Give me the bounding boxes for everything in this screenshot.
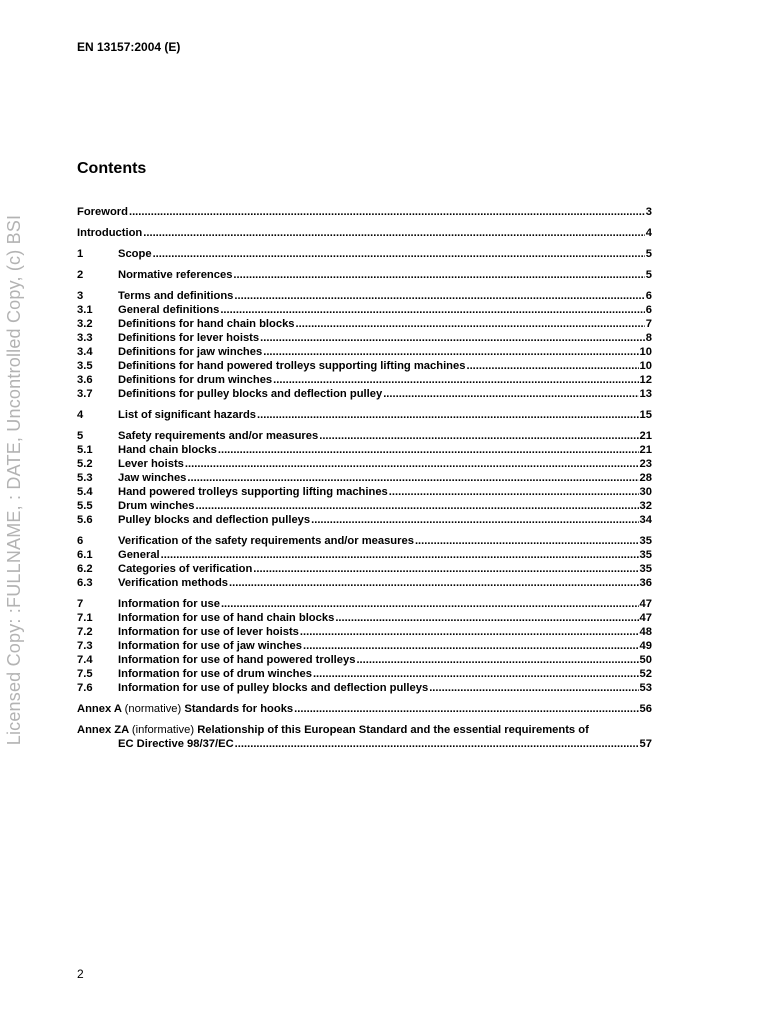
toc-entry-label: Lever hoists xyxy=(118,458,184,470)
toc-entry-label: Information for use of lever hoists xyxy=(118,626,299,638)
toc-entry-number: 7.1 xyxy=(77,612,93,624)
toc-entry-page: 50 xyxy=(639,654,652,666)
toc-entry-annex-a[interactable] xyxy=(77,702,652,716)
toc-entry-section-3-7[interactable] xyxy=(77,387,652,401)
toc-entry-label: Definitions for hand chain blocks xyxy=(118,318,295,330)
toc-entry-section-3-3[interactable] xyxy=(77,331,652,345)
document-header: EN 13157:2004 (E) xyxy=(77,40,181,54)
toc-entry-introduction[interactable] xyxy=(77,226,652,240)
toc-entry-number: 3.2 xyxy=(77,318,93,330)
toc-entry-number: 6.3 xyxy=(77,577,93,589)
toc-entry-number: 3.7 xyxy=(77,388,93,400)
toc-entry-page: 32 xyxy=(639,500,652,512)
toc-leader-dots xyxy=(263,345,638,359)
toc-entry-page: 35 xyxy=(639,563,652,575)
toc-entry-section-6-2[interactable] xyxy=(77,562,652,576)
toc-leader-dots xyxy=(195,499,638,513)
toc-entry-number: 5.1 xyxy=(77,444,93,456)
toc-entry-number: 3.1 xyxy=(77,304,93,316)
toc-leader-dots xyxy=(218,443,639,457)
toc-entry-label xyxy=(77,723,589,737)
toc-entry-label: Information for use of hand powered trolleys xyxy=(118,654,356,666)
toc-entry-number: 5 xyxy=(77,430,84,442)
toc-entry-page: 6 xyxy=(645,290,652,302)
toc-entry-label: Safety requirements and/or measures xyxy=(118,430,319,442)
toc-entry-number: 5.4 xyxy=(77,486,93,498)
toc-entry-section-2[interactable] xyxy=(77,268,652,282)
toc-entry-section-3[interactable] xyxy=(77,289,652,303)
toc-entry-section-5-3[interactable] xyxy=(77,471,652,485)
toc-entry-label: Definitions for lever hoists xyxy=(118,332,260,344)
toc-leader-dots xyxy=(356,653,638,667)
annex-qualifier: (informative) xyxy=(131,724,195,736)
toc-entry-section-3-2[interactable] xyxy=(77,317,652,331)
toc-entry-section-5-2[interactable] xyxy=(77,457,652,471)
toc-entry-label: Drum winches xyxy=(118,500,195,512)
toc-entry-page: 47 xyxy=(639,612,652,624)
toc-entry-section-7-2[interactable] xyxy=(77,625,652,639)
toc-leader-dots xyxy=(311,513,638,527)
toc-entry-number: 3.3 xyxy=(77,332,93,344)
toc-leader-dots xyxy=(383,387,638,401)
toc-entry-label: Definitions for pulley blocks and deflection pulley xyxy=(118,388,383,400)
toc-entry-number: 6.1 xyxy=(77,549,93,561)
toc-entry-page: 5 xyxy=(645,248,652,260)
toc-entry-page: 28 xyxy=(639,472,652,484)
toc-entry-section-3-6[interactable] xyxy=(77,373,652,387)
toc-leader-dots xyxy=(260,331,645,345)
toc-entry-label: Hand powered trolleys supporting lifting machines xyxy=(118,486,388,498)
toc-entry-label: Definitions for hand powered trolleys supporting lifting machines xyxy=(118,360,466,372)
toc-entry-page: 8 xyxy=(645,332,652,344)
toc-entry-section-5-5[interactable] xyxy=(77,499,652,513)
toc-entry-page: 10 xyxy=(639,360,652,372)
toc-entry-page: 34 xyxy=(639,514,652,526)
toc-leader-dots xyxy=(415,534,639,548)
license-watermark: Licensed Copy: :FULLNAME, : DATE, Uncontrolled Copy, (c) BSI xyxy=(4,214,24,746)
toc-entry-number: 7.5 xyxy=(77,668,93,680)
toc-entry-number: 5.3 xyxy=(77,472,93,484)
toc-leader-dots xyxy=(273,373,638,387)
toc-leader-dots xyxy=(257,408,639,422)
toc-entry-page: 57 xyxy=(639,738,652,750)
toc-entry-label xyxy=(77,702,293,716)
toc-entry-page: 36 xyxy=(639,577,652,589)
toc-entry-section-7-4[interactable] xyxy=(77,653,652,667)
toc-entry-annex-za-continued[interactable] xyxy=(77,737,652,751)
toc-leader-dots xyxy=(233,268,644,282)
toc-entry-label: General xyxy=(118,549,160,561)
toc-leader-dots xyxy=(187,471,638,485)
toc-entry-number: 6 xyxy=(77,535,84,547)
toc-entry-page: 21 xyxy=(639,430,652,442)
toc-entry-label: Pulley blocks and deflection pulleys xyxy=(118,514,311,526)
table-of-contents xyxy=(77,205,652,751)
toc-entry-section-6-1[interactable] xyxy=(77,548,652,562)
toc-entry-number: 3.4 xyxy=(77,346,93,358)
toc-entry-section-4[interactable] xyxy=(77,408,652,422)
annex-title: Relationship of this European Standard and the essential requirements of xyxy=(197,724,589,736)
toc-leader-dots xyxy=(185,457,639,471)
toc-entry-section-7-6[interactable] xyxy=(77,681,652,695)
page-number: 2 xyxy=(77,967,84,981)
toc-entry-page: 23 xyxy=(639,458,652,470)
toc-entry-page: 56 xyxy=(639,703,652,715)
toc-entry-page: 3 xyxy=(645,206,652,218)
toc-entry-annex-za[interactable] xyxy=(77,723,652,737)
toc-leader-dots xyxy=(429,681,638,695)
toc-entry-label: Information for use of drum winches xyxy=(118,668,312,680)
toc-entry-number: 5.2 xyxy=(77,458,93,470)
toc-leader-dots xyxy=(161,548,639,562)
toc-entry-number: 3 xyxy=(77,290,84,302)
annex-prefix: Annex ZA xyxy=(77,724,129,736)
toc-entry-number: 6.2 xyxy=(77,563,93,575)
toc-entry-number: 2 xyxy=(77,269,84,281)
toc-entry-number: 5.5 xyxy=(77,500,93,512)
toc-entry-page: 21 xyxy=(639,444,652,456)
toc-entry-section-1[interactable] xyxy=(77,247,652,261)
toc-entry-section-3-1[interactable] xyxy=(77,303,652,317)
toc-entry-label: Introduction xyxy=(77,227,143,239)
toc-entry-number: 1 xyxy=(77,248,84,260)
toc-entry-page: 35 xyxy=(639,549,652,561)
toc-leader-dots xyxy=(220,303,644,317)
toc-entry-page: 35 xyxy=(639,535,652,547)
toc-entry-label: Terms and definitions xyxy=(118,290,234,302)
toc-entry-section-3-5[interactable] xyxy=(77,359,652,373)
toc-leader-dots xyxy=(319,429,638,443)
annex-title: Standards for hooks xyxy=(184,703,294,715)
toc-entry-section-5[interactable] xyxy=(77,429,652,443)
toc-entry-label: Normative references xyxy=(118,269,233,281)
toc-entry-page: 47 xyxy=(639,598,652,610)
toc-entry-label: Foreword xyxy=(77,206,128,218)
toc-entry-number: 7.6 xyxy=(77,682,93,694)
toc-entry-section-5-4[interactable] xyxy=(77,485,652,499)
toc-entry-page: 53 xyxy=(639,682,652,694)
toc-entry-label: Hand chain blocks xyxy=(118,444,217,456)
toc-entry-page: 52 xyxy=(639,668,652,680)
toc-entry-label: Information for use of hand chain blocks xyxy=(118,612,335,624)
toc-entry-label: Information for use of pulley blocks and deflection pulleys xyxy=(118,682,429,694)
toc-entry-label: Verification of the safety requirements and/or measures xyxy=(118,535,414,547)
toc-entry-page: 6 xyxy=(645,304,652,316)
annex-title-continued: EC Directive 98/37/EC xyxy=(118,738,234,750)
toc-entry-label: Information for use of jaw winches xyxy=(118,640,302,652)
toc-leader-dots xyxy=(253,562,638,576)
toc-entry-foreword[interactable] xyxy=(77,205,652,219)
toc-entry-page: 7 xyxy=(645,318,652,330)
toc-leader-dots xyxy=(143,226,645,240)
toc-entry-number: 7.2 xyxy=(77,626,93,638)
toc-entry-section-5-1[interactable] xyxy=(77,443,652,457)
toc-leader-dots xyxy=(153,247,645,261)
toc-entry-number: 3.6 xyxy=(77,374,93,386)
toc-entry-page: 4 xyxy=(645,227,652,239)
toc-entry-page: 30 xyxy=(639,486,652,498)
toc-entry-page: 5 xyxy=(645,269,652,281)
toc-leader-dots xyxy=(303,639,639,653)
toc-entry-section-3-4[interactable] xyxy=(77,345,652,359)
toc-entry-section-7-1[interactable] xyxy=(77,611,652,625)
toc-leader-dots xyxy=(294,702,638,716)
toc-leader-dots xyxy=(235,737,639,751)
toc-entry-section-5-6[interactable] xyxy=(77,513,652,527)
toc-entry-label: Definitions for jaw winches xyxy=(118,346,263,358)
toc-entry-label: Categories of verification xyxy=(118,563,253,575)
toc-entry-label: General definitions xyxy=(118,304,220,316)
toc-entry-label: Information for use xyxy=(118,598,220,610)
toc-leader-dots xyxy=(234,289,644,303)
toc-entry-label: Verification methods xyxy=(118,577,229,589)
toc-entry-page: 13 xyxy=(639,388,652,400)
toc-entry-number: 7 xyxy=(77,598,84,610)
contents-title: Contents xyxy=(77,160,147,177)
toc-entry-label: List of significant hazards xyxy=(118,409,256,421)
toc-entry-page: 49 xyxy=(639,640,652,652)
toc-leader-dots xyxy=(300,625,639,639)
toc-entry-section-7-3[interactable] xyxy=(77,639,652,653)
toc-entry-label: Definitions for drum winches xyxy=(118,374,273,386)
annex-qualifier: (normative) xyxy=(124,703,182,715)
toc-leader-dots xyxy=(296,317,645,331)
toc-leader-dots xyxy=(335,611,638,625)
toc-entry-number: 4 xyxy=(77,409,84,421)
toc-entry-page: 48 xyxy=(639,626,652,638)
toc-entry-number: 7.4 xyxy=(77,654,93,666)
toc-leader-dots xyxy=(129,205,645,219)
annex-prefix: Annex A xyxy=(77,703,122,715)
toc-leader-dots xyxy=(466,359,638,373)
toc-entry-page: 10 xyxy=(639,346,652,358)
toc-entry-section-7-5[interactable] xyxy=(77,667,652,681)
toc-entry-number: 7.3 xyxy=(77,640,93,652)
toc-entry-section-7[interactable] xyxy=(77,597,652,611)
toc-leader-dots xyxy=(389,485,639,499)
toc-entry-page: 12 xyxy=(639,374,652,386)
toc-entry-page: 15 xyxy=(639,409,652,421)
toc-entry-number: 3.5 xyxy=(77,360,93,372)
toc-leader-dots xyxy=(313,667,639,681)
toc-entry-label: Scope xyxy=(118,248,152,260)
toc-entry-number: 5.6 xyxy=(77,514,93,526)
toc-leader-dots xyxy=(229,576,639,590)
toc-entry-section-6-3[interactable] xyxy=(77,576,652,590)
toc-entry-section-6[interactable] xyxy=(77,534,652,548)
toc-entry-label: Jaw winches xyxy=(118,472,187,484)
toc-leader-dots xyxy=(221,597,639,611)
